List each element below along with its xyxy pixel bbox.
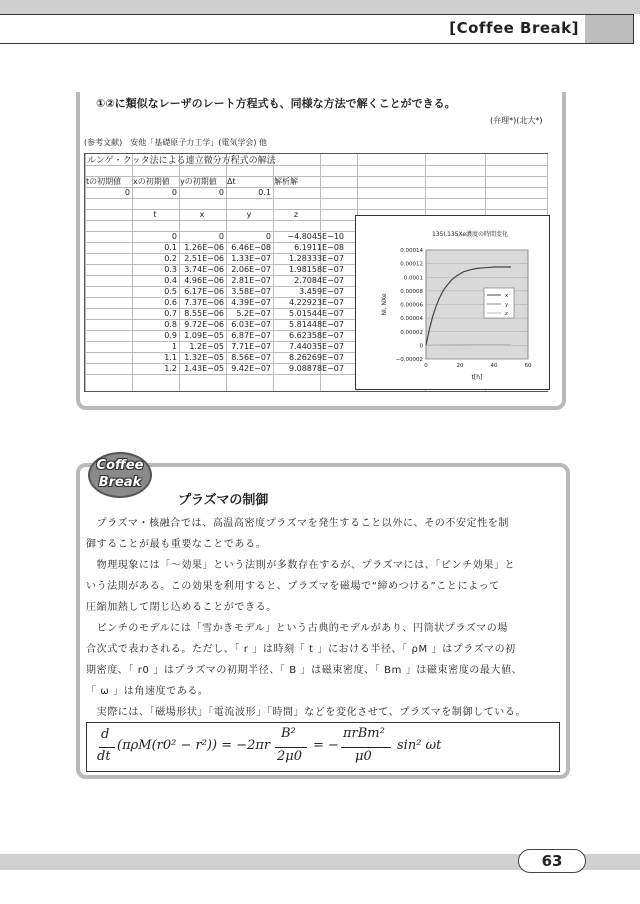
legend-label: x	[505, 293, 509, 299]
y-tick-label: 0.0001	[403, 275, 423, 282]
formula-lhs-num: d	[101, 727, 110, 742]
paragraph-line: 「 ω 」は角速度である。	[86, 686, 209, 697]
formula-mid-num: B²	[281, 726, 296, 741]
table-cell: 2.06E−07	[231, 265, 271, 274]
paragraph-line: 合次式で表わされる。ただし、「 r 」は時刻「 t 」における半径、「 ρM 」はプラズマの初	[86, 644, 516, 655]
table-cell: 4.22923E−07	[288, 298, 344, 307]
x-axis-label: t[h]	[471, 374, 483, 381]
table-cell: 7.71E−07	[231, 342, 271, 351]
table-cell: 4.96E−06	[184, 276, 224, 285]
badge-line2: Break	[98, 475, 142, 490]
header-tab	[585, 15, 633, 43]
legend-label: z	[505, 311, 508, 317]
table-cell: 0.3	[164, 265, 177, 274]
paragraph-line: 実際には、「磁場形状」「電流波形」「時間」などを変化させて、プラズマを制御している。	[86, 707, 527, 718]
page-number: 63	[518, 849, 586, 873]
table-cell: 1.2E−05	[189, 342, 224, 351]
table-cell: 0.2	[164, 254, 177, 263]
table-cell: 1.28333E−07	[288, 254, 344, 263]
paragraph-line: プラズマ・核融合では、高温高密度プラズマを発生すること以外に、その不安定性を制	[86, 518, 509, 529]
table-cell: 9.08878E−07	[288, 364, 344, 373]
table-cell: 6.46E−08	[231, 243, 271, 252]
paragraph-line: 物理現象には「〜効果」という法則が多数存在するが、プラズマには、「ピンチ効果」と	[86, 560, 516, 571]
table-cell: 4.39E−07	[231, 298, 271, 307]
table-cell: 0	[218, 232, 224, 241]
x-tick-label: 40	[490, 363, 498, 369]
formula-rhs-den: μ0	[355, 749, 372, 764]
paragraph-line: 圧縮加熱して閉じ込めることができる。	[86, 602, 277, 613]
table-cell: xの初期値	[133, 177, 170, 186]
formula-box	[86, 722, 560, 772]
fraction-bar	[99, 747, 115, 748]
table-cell: Δt	[227, 177, 236, 186]
y-tick-label: 0	[419, 343, 423, 350]
x-tick-label: 60	[524, 363, 532, 369]
table-cell: 2.51E−06	[184, 254, 224, 263]
reference-line: (参考文献) 安他「基礎原子力工学」(電気学会) 他	[84, 138, 268, 147]
table-cell: 2.7084E−07	[294, 276, 344, 285]
table-cell: 1.43E−05	[184, 364, 224, 373]
y-tick-label: 0.00012	[400, 261, 423, 268]
table-cell: 0	[265, 232, 271, 241]
table-cell: 3.58E−07	[231, 287, 271, 296]
table-cell: 0.9	[164, 331, 177, 340]
table-cell: t	[153, 210, 157, 219]
table-cell: 3.459E−07	[299, 287, 344, 296]
table-cell: 0.1	[258, 188, 271, 197]
paragraph-line: ピンチのモデルには「雪かきモデル」という古典的モデルがあり、円筒状プラズマの場	[86, 623, 508, 634]
table-cell: 6.62358E−07	[288, 331, 344, 340]
table-cell: 0	[171, 232, 177, 241]
fraction-bar	[275, 747, 307, 748]
chart	[355, 215, 550, 390]
table-cell: 1.98158E−07	[288, 265, 344, 274]
grid-line-horizontal	[85, 198, 547, 199]
table-cell: 1.32E−05	[184, 353, 224, 362]
table-cell: 0.7	[164, 309, 177, 318]
badge-line1: Coffee	[96, 458, 144, 473]
header-bar	[0, 14, 634, 44]
table-cell: 9.42E−07	[231, 364, 271, 373]
table-cell: 9.72E−06	[184, 320, 224, 329]
paragraph-line: 御することが最も重要なことである。	[86, 539, 267, 550]
table-cell: 0.4	[164, 276, 177, 285]
formula-mid-den: 2μ0	[277, 749, 302, 764]
chart-svg	[356, 216, 549, 389]
table-cell: 0.8	[164, 320, 177, 329]
table-cell: 解析解	[274, 177, 298, 186]
legend-label: y	[505, 302, 509, 308]
y-axis-label: NI, NXe	[381, 293, 388, 316]
table-cell: 2.81E−07	[231, 276, 271, 285]
formula-rhs-tail: sin² ωt	[397, 738, 442, 753]
x-tick-label: 20	[456, 363, 464, 369]
table-cell: 1.26E−06	[184, 243, 224, 252]
table-cell: 0	[171, 188, 177, 197]
table-cell: 1.09E−05	[184, 331, 224, 340]
table-cell: 7.37E−06	[184, 298, 224, 307]
y-tick-label: 0.00004	[400, 316, 423, 323]
x-tick-label: 0	[424, 363, 428, 369]
header-title: [Coffee Break]	[449, 19, 579, 37]
table-cell: 8.26269E−07	[288, 353, 344, 362]
intro-line: ①②に類似なレーザのレート方程式も、同様な方法で解くことができる。	[96, 97, 456, 110]
table-cell: 8.56E−07	[231, 353, 271, 362]
author-note: (弁理*)(北大*)	[490, 116, 543, 125]
y-tick-label: 0.00014	[400, 248, 423, 254]
table-cell: 0	[218, 188, 224, 197]
chart-title: 135I,135Xe濃度の時間変化	[431, 231, 509, 238]
table-cell: 8.55E−06	[184, 309, 224, 318]
sheet-title: ルンゲ・クッタ法による連立微分方程式の解法	[87, 156, 276, 166]
table-cell: 6.87E−07	[231, 331, 271, 340]
table-cell: yの初期値	[180, 177, 217, 186]
table-cell: −4.8045E−10	[287, 232, 344, 241]
table-cell: 7.44035E−07	[288, 342, 344, 351]
table-cell: tの初期値	[86, 177, 122, 186]
table-cell: 0	[124, 188, 130, 197]
paragraph-line: 期密度、「 r0 」はプラズマの初期半径、「 B 」は磁束密度、「 Bm 」は磁束密度の最大値、	[86, 665, 523, 676]
table-cell: x	[199, 210, 205, 219]
y-tick-label: 0.00002	[400, 329, 423, 336]
formula-eq: = −	[313, 738, 339, 753]
formula-rhs-num: πrBm²	[343, 726, 385, 741]
table-cell: 1	[171, 342, 177, 351]
y-tick-label: −0.00002	[395, 357, 423, 363]
formula-lhs-den: dt	[97, 749, 111, 764]
table-cell: 0.6	[164, 298, 177, 307]
coffee-title: プラズマの制御	[178, 493, 269, 508]
table-cell: 6.03E−07	[231, 320, 271, 329]
fraction-bar	[341, 747, 391, 748]
formula-lhs-body: (πρM(r0² − r²)) = −2πr	[117, 738, 271, 753]
y-tick-label: 0.00008	[400, 288, 423, 295]
table-cell: 5.2E−07	[236, 309, 271, 318]
table-cell: 5.01544E−07	[288, 309, 344, 318]
table-cell: 0.5	[164, 287, 177, 296]
table-cell: 6.17E−06	[184, 287, 224, 296]
table-cell: 0.1	[164, 243, 177, 252]
y-tick-label: 0.00006	[400, 302, 423, 309]
table-cell: 5.81448E−07	[288, 320, 344, 329]
table-cell: 1.2	[164, 364, 177, 373]
top-strip	[0, 0, 640, 14]
table-cell: 1.1	[164, 353, 177, 362]
table-cell: 1.33E−07	[231, 254, 271, 263]
coffee-break-badge	[88, 452, 152, 498]
paragraph-line: いう法則がある。この効果を利用すると、プラズマを磁場で“締めつける”ことによって	[86, 581, 500, 592]
table-cell: z	[293, 210, 299, 219]
table-cell: 3.74E−06	[184, 265, 224, 274]
table-cell: 6.1911E−08	[294, 243, 344, 252]
table-cell: y	[246, 210, 252, 219]
